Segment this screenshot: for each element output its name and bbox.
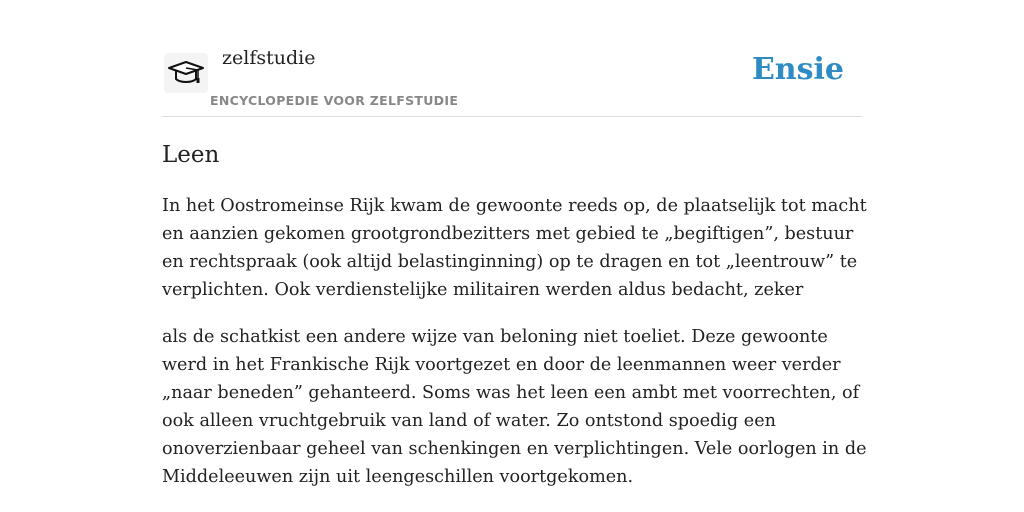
- site-logo[interactable]: [164, 53, 208, 93]
- article-paragraph: als de schatkist een andere wijze van beloning niet toeliet. Deze gewoonte werd in het Frankische Rijk voortgezet en door de leenmannen weer verder „naar beneden” gehanteerd. Soms was het leen een ambt met voorrechten, of ook alleen vruchtgebruik van land of water. Zo ontstond spoedig een onoverzienbaar geheel van schenkingen en verplichtingen. Vele oorlogen in de Middeleeuwen zijn uit leengeschillen voortgekomen.: [162, 327, 867, 487]
- article-title: Leen: [162, 142, 220, 168]
- site-name[interactable]: zelfstudie: [222, 47, 316, 69]
- brand-logo[interactable]: Ensie: [751, 52, 844, 87]
- graduation-cap-icon: [167, 57, 205, 89]
- site-tagline: ENCYCLOPEDIE VOOR ZELFSTUDIE: [210, 93, 459, 108]
- page: [162, 0, 867, 487]
- article-paragraph: In het Oostromeinse Rijk kwam de gewoonte reeds op, de plaatselijk tot macht en aanzien gekomen grootgrondbezitters met gebied te „begiftigen”, bestuur en rechtspraak (ook altijd belastinginning) op te dragen en tot „leentrouw” te verplichten. Ook verdienstelijke militairen werden aldus bedacht, zeker: [162, 196, 867, 300]
- site-header: [162, 0, 862, 117]
